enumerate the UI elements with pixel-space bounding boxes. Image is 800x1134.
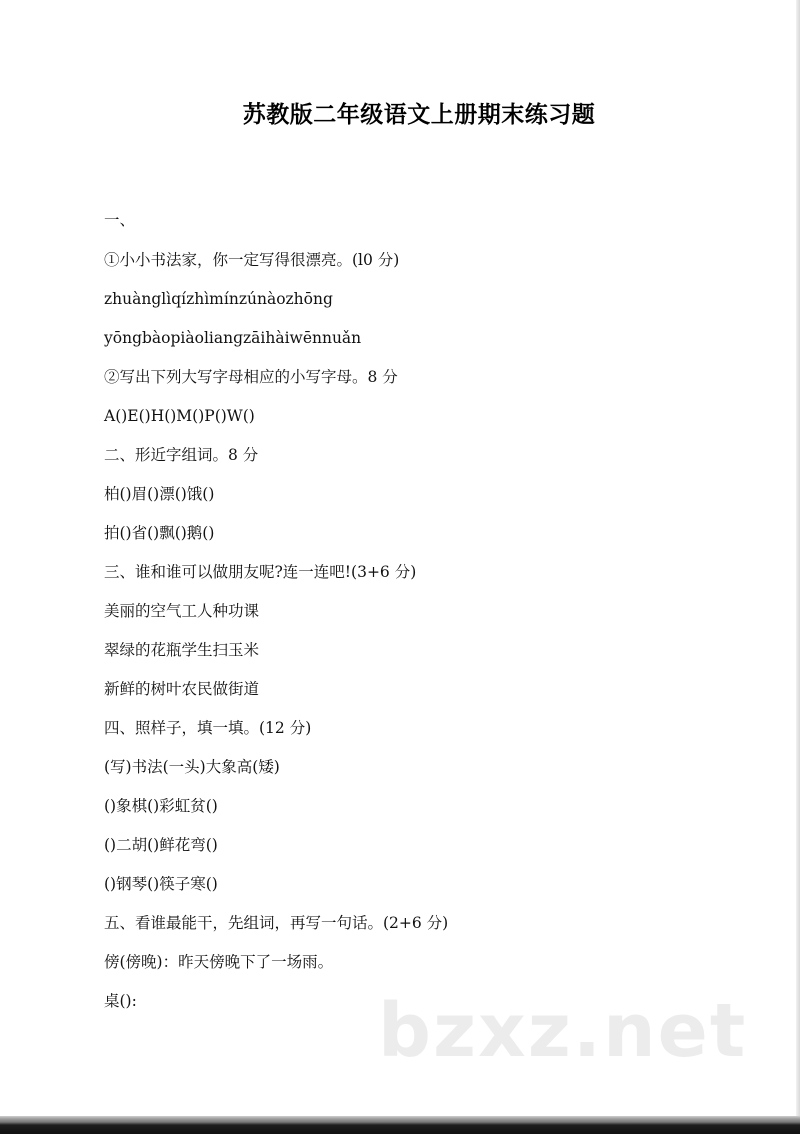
matching-line-3: 新鲜的树叶农民做街道 [104, 680, 260, 698]
watermark-logo: bzxz.net [378, 988, 748, 1074]
bottom-scroll-bar [0, 1116, 800, 1134]
example-line: (写)书法(一头)大象高(矮) [104, 758, 280, 776]
section-three-heading: 三、谁和谁可以做朋友呢?连一连吧!(3+6 分) [104, 563, 417, 581]
similar-chars-line-2: 拍()省()飘()鹅() [104, 524, 215, 542]
section-two-heading: 二、形近字组词。8 分 [104, 446, 259, 464]
fill-line-2: ()二胡()鲜花弯() [104, 836, 218, 854]
pinyin-line-1: zhuànglìqízhìmínzúnàozhōng [104, 290, 333, 308]
page-edge-shadow [796, 0, 800, 1116]
pinyin-line-2: yōngbàopiàolianɡzāihàiwēnnuǎn [104, 329, 362, 347]
section-four-heading: 四、照样子，填一填。(12 分) [104, 719, 312, 737]
page-title: 苏教版二年级语文上册期末练习题 [242, 102, 596, 128]
matching-line-2: 翠绿的花瓶学生扫玉米 [104, 641, 260, 659]
sentence-example-line: 傍(傍晚)：昨天傍晚下了一场雨。 [104, 953, 334, 971]
matching-line-1: 美丽的空气工人种功课 [104, 602, 260, 620]
section-one-heading: 一、 [104, 211, 136, 229]
similar-chars-line-1: 柏()眉()漂()饿() [104, 485, 215, 503]
question-2-prompt: ②写出下列大写字母相应的小写字母。8 分 [104, 368, 398, 386]
letters-line: A()E()H()M()P()W() [104, 407, 255, 425]
section-five-heading: 五、看谁最能干，先组词，再写一句话。(2+6 分) [104, 914, 449, 932]
sentence-blank-line: 桌(): [104, 992, 137, 1010]
question-1-prompt: ①小小书法家，你一定写得很漂亮。(l0 分) [104, 251, 400, 269]
fill-line-1: ()象棋()彩虹贫() [104, 797, 218, 815]
fill-line-3: ()钢琴()筷子寒() [104, 875, 218, 893]
